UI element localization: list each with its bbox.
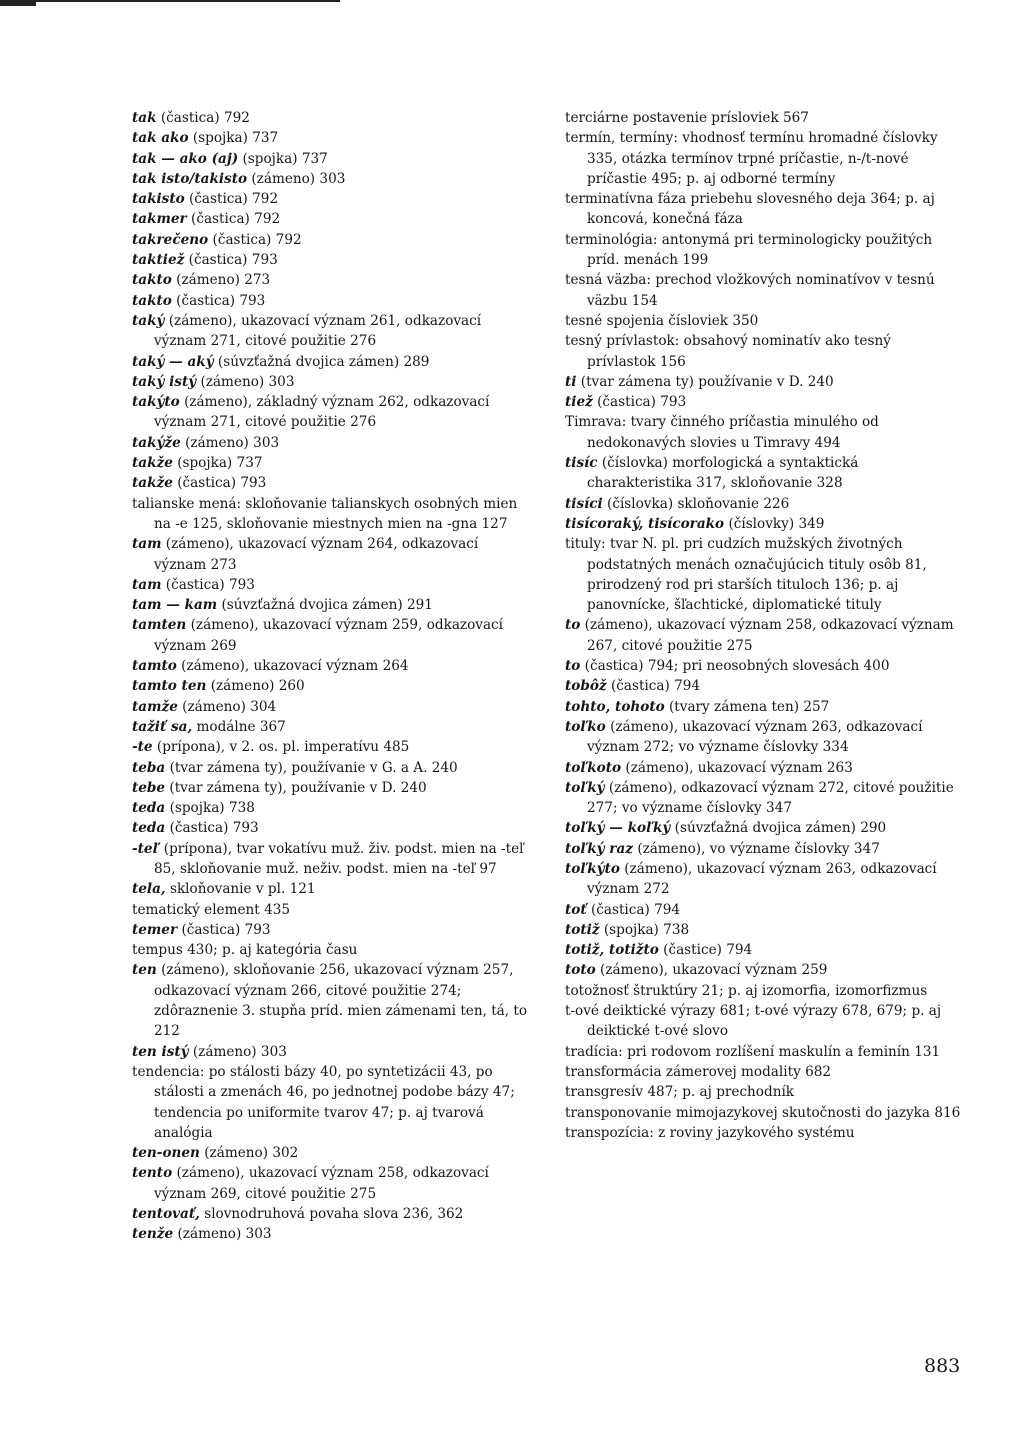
index-entry <box>565 534 961 615</box>
index-entry <box>565 920 961 940</box>
index-entry-text: (súvzťažná dvojica zámen) 291 <box>217 597 433 614</box>
index-headword: ten <box>132 962 157 979</box>
index-headword: takže <box>132 455 173 472</box>
index-headword: takmer <box>132 211 187 228</box>
index-headword: to <box>565 617 581 634</box>
index-entry <box>565 128 961 189</box>
index-entry-text: (zámeno), vo význame číslovky 347 <box>633 840 880 857</box>
index-entry-text: (častica) 793 <box>161 576 255 593</box>
index-entry-text: (tvary zámena ten) 257 <box>664 698 830 715</box>
index-headword: toť <box>565 901 587 918</box>
index-entry-text: (častica) 793 <box>165 820 259 837</box>
index-entry-text: (častica) 793 <box>592 394 687 411</box>
index-entry-text: (zámeno) 303 <box>173 1226 272 1243</box>
index-headword: taký — aký <box>132 353 214 370</box>
index-entry-text: (zámeno) 273 <box>171 272 271 289</box>
index-entry <box>565 656 961 676</box>
index-entry-text: (zámeno), ukazovací význam 263 <box>621 759 853 776</box>
index-headword: takto <box>132 272 172 289</box>
index-entry <box>132 1163 532 1204</box>
index-entry-text: (číslovky) 349 <box>724 515 825 532</box>
index-entry <box>565 270 961 311</box>
index-headword: takto <box>132 292 172 309</box>
index-headword: -te <box>132 739 153 756</box>
index-entry-text: totožnosť štruktúry 21; p. aj izomorfia, izomorfizmus <box>565 982 928 999</box>
index-entry <box>132 453 532 473</box>
index-entry <box>565 859 961 900</box>
index-entry-text: slovnodruhová povaha slova 236, 362 <box>199 1206 464 1223</box>
index-entry <box>132 697 532 717</box>
index-entry-text: (zámeno), ukazovací význam 258, odkazovací význam 269, citové použitie 275 <box>154 1165 489 1202</box>
index-entry-text: (zámeno) 303 <box>196 373 295 390</box>
index-entry-text: t-ové deiktické výrazy 681; t-ové výrazy 678, 679; p. aj deiktické t-ové slovo <box>565 1003 942 1040</box>
index-entry <box>132 798 532 818</box>
index-entry-text: (spojka) 737 <box>172 455 263 472</box>
index-entry-text: (prípona), v 2. os. pl. imperatívu 485 <box>152 739 410 756</box>
index-headword: taktiež <box>132 252 185 269</box>
index-entry <box>132 372 532 392</box>
index-entry-text: (zámeno), ukazovací význam 264, odkazovací význam 273 <box>154 536 479 573</box>
index-entry <box>565 615 961 656</box>
index-entry <box>132 494 532 535</box>
index-entry <box>565 311 961 331</box>
index-entry-text: tradícia: pri rodovom rozlíšení maskulín a feminín 131 <box>565 1043 941 1060</box>
index-headword: toto <box>565 962 596 979</box>
index-entry <box>565 839 961 859</box>
index-entry-text: (častica) 794 <box>586 901 681 918</box>
index-entry-text: Timrava: tvary činného príčastia minulého od nedokonavých slovies u Timravy 494 <box>565 414 879 451</box>
index-headword: tamten <box>132 617 187 634</box>
index-entry <box>565 108 961 128</box>
index-headword: teba <box>132 759 166 776</box>
index-entry <box>132 575 532 595</box>
index-headword: toľký — koľký <box>565 820 671 837</box>
index-headword: tamže <box>132 698 178 715</box>
index-entry-text: transformácia zámerovej modality 682 <box>565 1063 832 1080</box>
index-headword: ten istý <box>132 1043 189 1060</box>
index-entry <box>565 981 961 1001</box>
index-entry <box>132 291 532 311</box>
index-headword: tento <box>132 1165 173 1182</box>
index-entry-text: (tvar zámena ty), používanie v G. a A. 240 <box>165 759 458 776</box>
index-entry <box>132 250 532 270</box>
page-number: 883 <box>924 1355 961 1377</box>
index-headword: toľký raz <box>565 840 633 857</box>
index-headword: tebe <box>132 779 166 796</box>
index-entry-text: tituly: tvar N. pl. pri cudzích mužských životných podstatných menách označujúcich tituly osôb 81, prirodzený rod pri starších tituloch 136; p. aj panovnícke, šľachtické, diplomatické tituly <box>565 536 927 614</box>
index-entry-text: (súvzťažná dvojica zámen) 290 <box>670 820 887 837</box>
index-headword: tak ako <box>132 130 189 147</box>
index-headword: tiež <box>565 394 593 411</box>
index-entry <box>132 392 532 433</box>
index-entry-text: (častica) 792 <box>208 231 302 248</box>
index-entry-text: modálne 367 <box>192 718 286 735</box>
index-entry-text: terciárne postavenie prísloviek 567 <box>565 110 809 126</box>
index-entry-text: (častica) 794 <box>606 678 701 695</box>
index-entry <box>565 818 961 838</box>
index-entry-text: (zámeno), ukazovací význam 261, odkazovací význam 271, citové použitie 276 <box>154 312 482 350</box>
index-entry-text: (zámeno) 302 <box>199 1145 299 1162</box>
index-entry <box>565 717 961 758</box>
index-entry-text: (zámeno) 304 <box>177 698 277 715</box>
index-entry-text: (častica) 792 <box>186 211 281 228</box>
index-entry <box>565 392 961 412</box>
index-entry-text: (súvzťažná dvojica zámen) 289 <box>213 353 430 370</box>
index-headword: temer <box>132 921 178 938</box>
index-headword: tam — kam <box>132 597 218 614</box>
index-entry-text: terminatívna fáza priebehu slovesného deja 364; p. aj koncová, konečná fáza <box>565 191 935 228</box>
index-entry <box>132 656 532 676</box>
index-entry <box>132 1224 532 1244</box>
index-entry-text: transpozícia: z roviny jazykového systému <box>565 1124 855 1141</box>
index-entry <box>132 940 532 960</box>
index-headword: tamto ten <box>132 678 207 695</box>
index-headword: tam <box>132 576 162 593</box>
index-entry <box>132 128 532 148</box>
index-entry <box>565 494 961 514</box>
index-entry <box>132 900 532 920</box>
index-headword: totiž <box>565 921 600 938</box>
index-headword: tažiť sa, <box>132 718 193 735</box>
index-headword: tamto <box>132 658 177 675</box>
index-headword: tela, <box>132 881 166 898</box>
index-headword: ten-onen <box>132 1145 200 1162</box>
index-entry-text: (spojka) 738 <box>599 921 690 938</box>
index-entry <box>565 960 961 980</box>
index-entry-text: tesná väzba: prechod vložkových nominatívov v tesnú väzbu 154 <box>565 272 935 309</box>
index-entry-text: skloňovanie v pl. 121 <box>165 881 316 898</box>
index-entry <box>132 534 532 575</box>
index-headword: teda <box>132 820 166 837</box>
index-entry <box>565 1001 961 1042</box>
index-entry-text: (zámeno), ukazovací význam 259, odkazovací význam 269 <box>154 617 504 654</box>
index-entry <box>132 433 532 453</box>
index-entry <box>132 352 532 372</box>
index-entry-text: (zámeno), základný význam 262, odkazovací význam 271, citové použitie 276 <box>154 394 490 431</box>
index-headword: toľký <box>565 779 605 796</box>
index-entry-text: tendencia: po stálosti bázy 40, po syntetizácii 43, po stálosti a zmenách 46, po jednotnej podobe bázy 47; tendencia po uniformite tvarov 47; p. aj tvarová analógia <box>132 1063 515 1141</box>
index-entry-text: (častica) 794; pri neosobných slovesách 400 <box>580 658 890 675</box>
index-entry <box>565 331 961 372</box>
index-headword: takýto <box>132 394 180 411</box>
index-headword: taký istý <box>132 373 197 390</box>
index-entry <box>132 737 532 757</box>
index-entry-text: (spojka) 738 <box>165 800 255 817</box>
index-entry-text: (zámeno), ukazovací význam 263, odkazovací význam 272; vo význame číslovky 334 <box>587 718 923 756</box>
index-entry <box>132 818 532 838</box>
index-entry-text: (zámeno), skloňovanie 256, ukazovací význam 257, odkazovací význam 266, citové použitie 274; zdôraznenie 3. stupňa príd. mien zámenami ten, tá, to 212 <box>154 962 528 1040</box>
index-entry-text: (zámeno) 303 <box>180 434 280 451</box>
index-entry <box>132 717 532 737</box>
index-headword: tak isto/takisto <box>132 170 248 187</box>
index-entry-text: (zámeno), ukazovací význam 258, odkazovací význam 267, citové použitie 275 <box>580 617 954 654</box>
index-entry <box>565 676 961 696</box>
index-entry-text: (zámeno), ukazovací význam 259 <box>595 962 828 979</box>
index-headword: tenže <box>132 1226 174 1243</box>
index-entry-text: (častica) 793 <box>171 292 266 309</box>
index-headword: tisíci <box>565 495 603 512</box>
index-entry <box>565 697 961 717</box>
index-entry <box>132 1204 532 1224</box>
index-entry-text: tempus 430; p. aj kategória času <box>132 942 358 959</box>
index-column-left <box>132 108 532 1245</box>
index-entry <box>565 778 961 819</box>
index-entry <box>132 108 532 128</box>
index-entry <box>132 230 532 250</box>
index-entry-text: (tvar zámena ty), používanie v D. 240 <box>165 779 427 796</box>
index-entry-text: tematický element 435 <box>132 901 291 918</box>
index-entry <box>565 189 961 230</box>
index-entry-text: (zámeno) 303 <box>247 170 346 187</box>
index-entry <box>132 778 532 798</box>
index-headword: tohto, tohoto <box>565 698 665 715</box>
index-entry <box>132 1143 532 1163</box>
index-headword: tisícoraký, tisícorako <box>565 515 725 532</box>
index-entry-text: (spojka) 737 <box>188 130 279 147</box>
index-entry-text: (častica) 792 <box>184 191 279 208</box>
index-headword: tobôž <box>565 678 607 695</box>
index-entry-text: (zámeno), odkazovací význam 272, citové použitie 277; vo význame číslovky 347 <box>587 779 954 817</box>
index-entry-text: (zámeno) 303 <box>188 1043 287 1060</box>
index-entry <box>132 879 532 899</box>
index-entry <box>565 514 961 534</box>
index-entry <box>565 1062 961 1082</box>
index-entry-text: tesné spojenia čísloviek 350 <box>565 312 759 329</box>
index-entry <box>132 149 532 169</box>
index-entry <box>132 758 532 778</box>
index-entry-text: (častica) 793 <box>172 475 267 492</box>
index-entry <box>132 615 532 656</box>
index-entry-text: (tvar zámena ty) používanie v D. 240 <box>576 373 834 390</box>
index-headword: totiž, totižto <box>565 942 659 959</box>
index-headword: tak — ako (aj) <box>132 150 239 167</box>
index-entry <box>565 1042 961 1062</box>
index-entry <box>565 372 961 392</box>
index-headword: toľko <box>565 718 606 735</box>
index-entry <box>132 676 532 696</box>
index-headword: tam <box>132 536 162 553</box>
index-entry-text: (zámeno), ukazovací význam 264 <box>176 658 409 675</box>
index-headword: to <box>565 658 581 675</box>
index-headword: taký <box>132 312 165 329</box>
index-entry <box>565 1123 961 1143</box>
index-entry <box>132 189 532 209</box>
index-entry <box>132 473 532 493</box>
index-entry <box>565 900 961 920</box>
top-edge-rule <box>0 0 340 10</box>
index-entry-text: (prípona), tvar vokatívu muž. živ. podst. mien na -teľ 85, skloňovanie muž. neživ. podst. mien na -teľ 97 <box>154 840 524 877</box>
index-entry-text: (spojka) 737 <box>238 150 328 167</box>
index-headword: tisíc <box>565 455 598 472</box>
index-headword: toľkýto <box>565 860 620 877</box>
index-entry <box>132 209 532 229</box>
index-entry <box>565 453 961 494</box>
index-entry-text: (častica) 793 <box>177 921 271 938</box>
index-headword: takýže <box>132 434 181 451</box>
index-entry <box>132 169 532 189</box>
index-headword: tak <box>132 110 157 126</box>
index-entry-text: terminológia: antonymá pri terminologicky použitých príd. menách 199 <box>565 231 933 269</box>
index-entry-text: (číslovka) skloňovanie 226 <box>602 495 790 512</box>
index-headword: takrečeno <box>132 231 209 248</box>
index-entry <box>565 230 961 271</box>
index-headword: ti <box>565 373 577 390</box>
index-entry-text: transponovanie mimojazykovej skutočnosti do jazyka 816 <box>565 1104 961 1121</box>
index-entry <box>565 940 961 960</box>
index-entry-text: talianske mená: skloňovanie talianskych osobných mien na -e 125, skloňovanie miestnych mien na -gna 127 <box>132 495 518 532</box>
index-column-right <box>565 108 961 1143</box>
index-entry-text: tesný prívlastok: obsahový nominatív ako tesný prívlastok 156 <box>565 333 891 370</box>
index-headword: -teľ <box>132 840 160 857</box>
index-entry <box>132 595 532 615</box>
index-entry <box>565 758 961 778</box>
index-entry-text: termín, termíny: vhodnosť termínu hromadné číslovky 335, otázka termínov trpné príčastie, n-/t-nové príčastie 495; p. aj odborné termíny <box>565 130 938 187</box>
index-entry <box>132 1042 532 1062</box>
index-entry-text: (častica) 793 <box>184 252 278 269</box>
index-entry <box>565 1103 961 1123</box>
index-headword: teda <box>132 800 166 817</box>
index-headword: takisto <box>132 191 185 208</box>
index-entry-text: (číslovka) morfologická a syntaktická charakteristika 317, skloňovanie 328 <box>587 455 859 492</box>
index-entry <box>132 920 532 940</box>
index-entry-text: (častice) 794 <box>658 942 753 959</box>
index-entry <box>132 311 532 352</box>
index-entry <box>132 839 532 880</box>
index-entry <box>132 1062 532 1143</box>
index-entry-text: (častica) 792 <box>156 110 250 126</box>
index-entry-text: (zámeno) 260 <box>206 678 305 695</box>
index-entry <box>132 270 532 290</box>
index-entry <box>565 412 961 453</box>
index-headword: takže <box>132 475 173 492</box>
index-entry <box>565 1082 961 1102</box>
index-entry-text: transgresív 487; p. aj prechodník <box>565 1084 795 1101</box>
index-entry <box>132 960 532 1041</box>
index-entry-text: (zámeno), ukazovací význam 263, odkazovací význam 272 <box>587 860 937 898</box>
index-headword: toľkoto <box>565 759 622 776</box>
index-headword: tentovať, <box>132 1206 200 1223</box>
